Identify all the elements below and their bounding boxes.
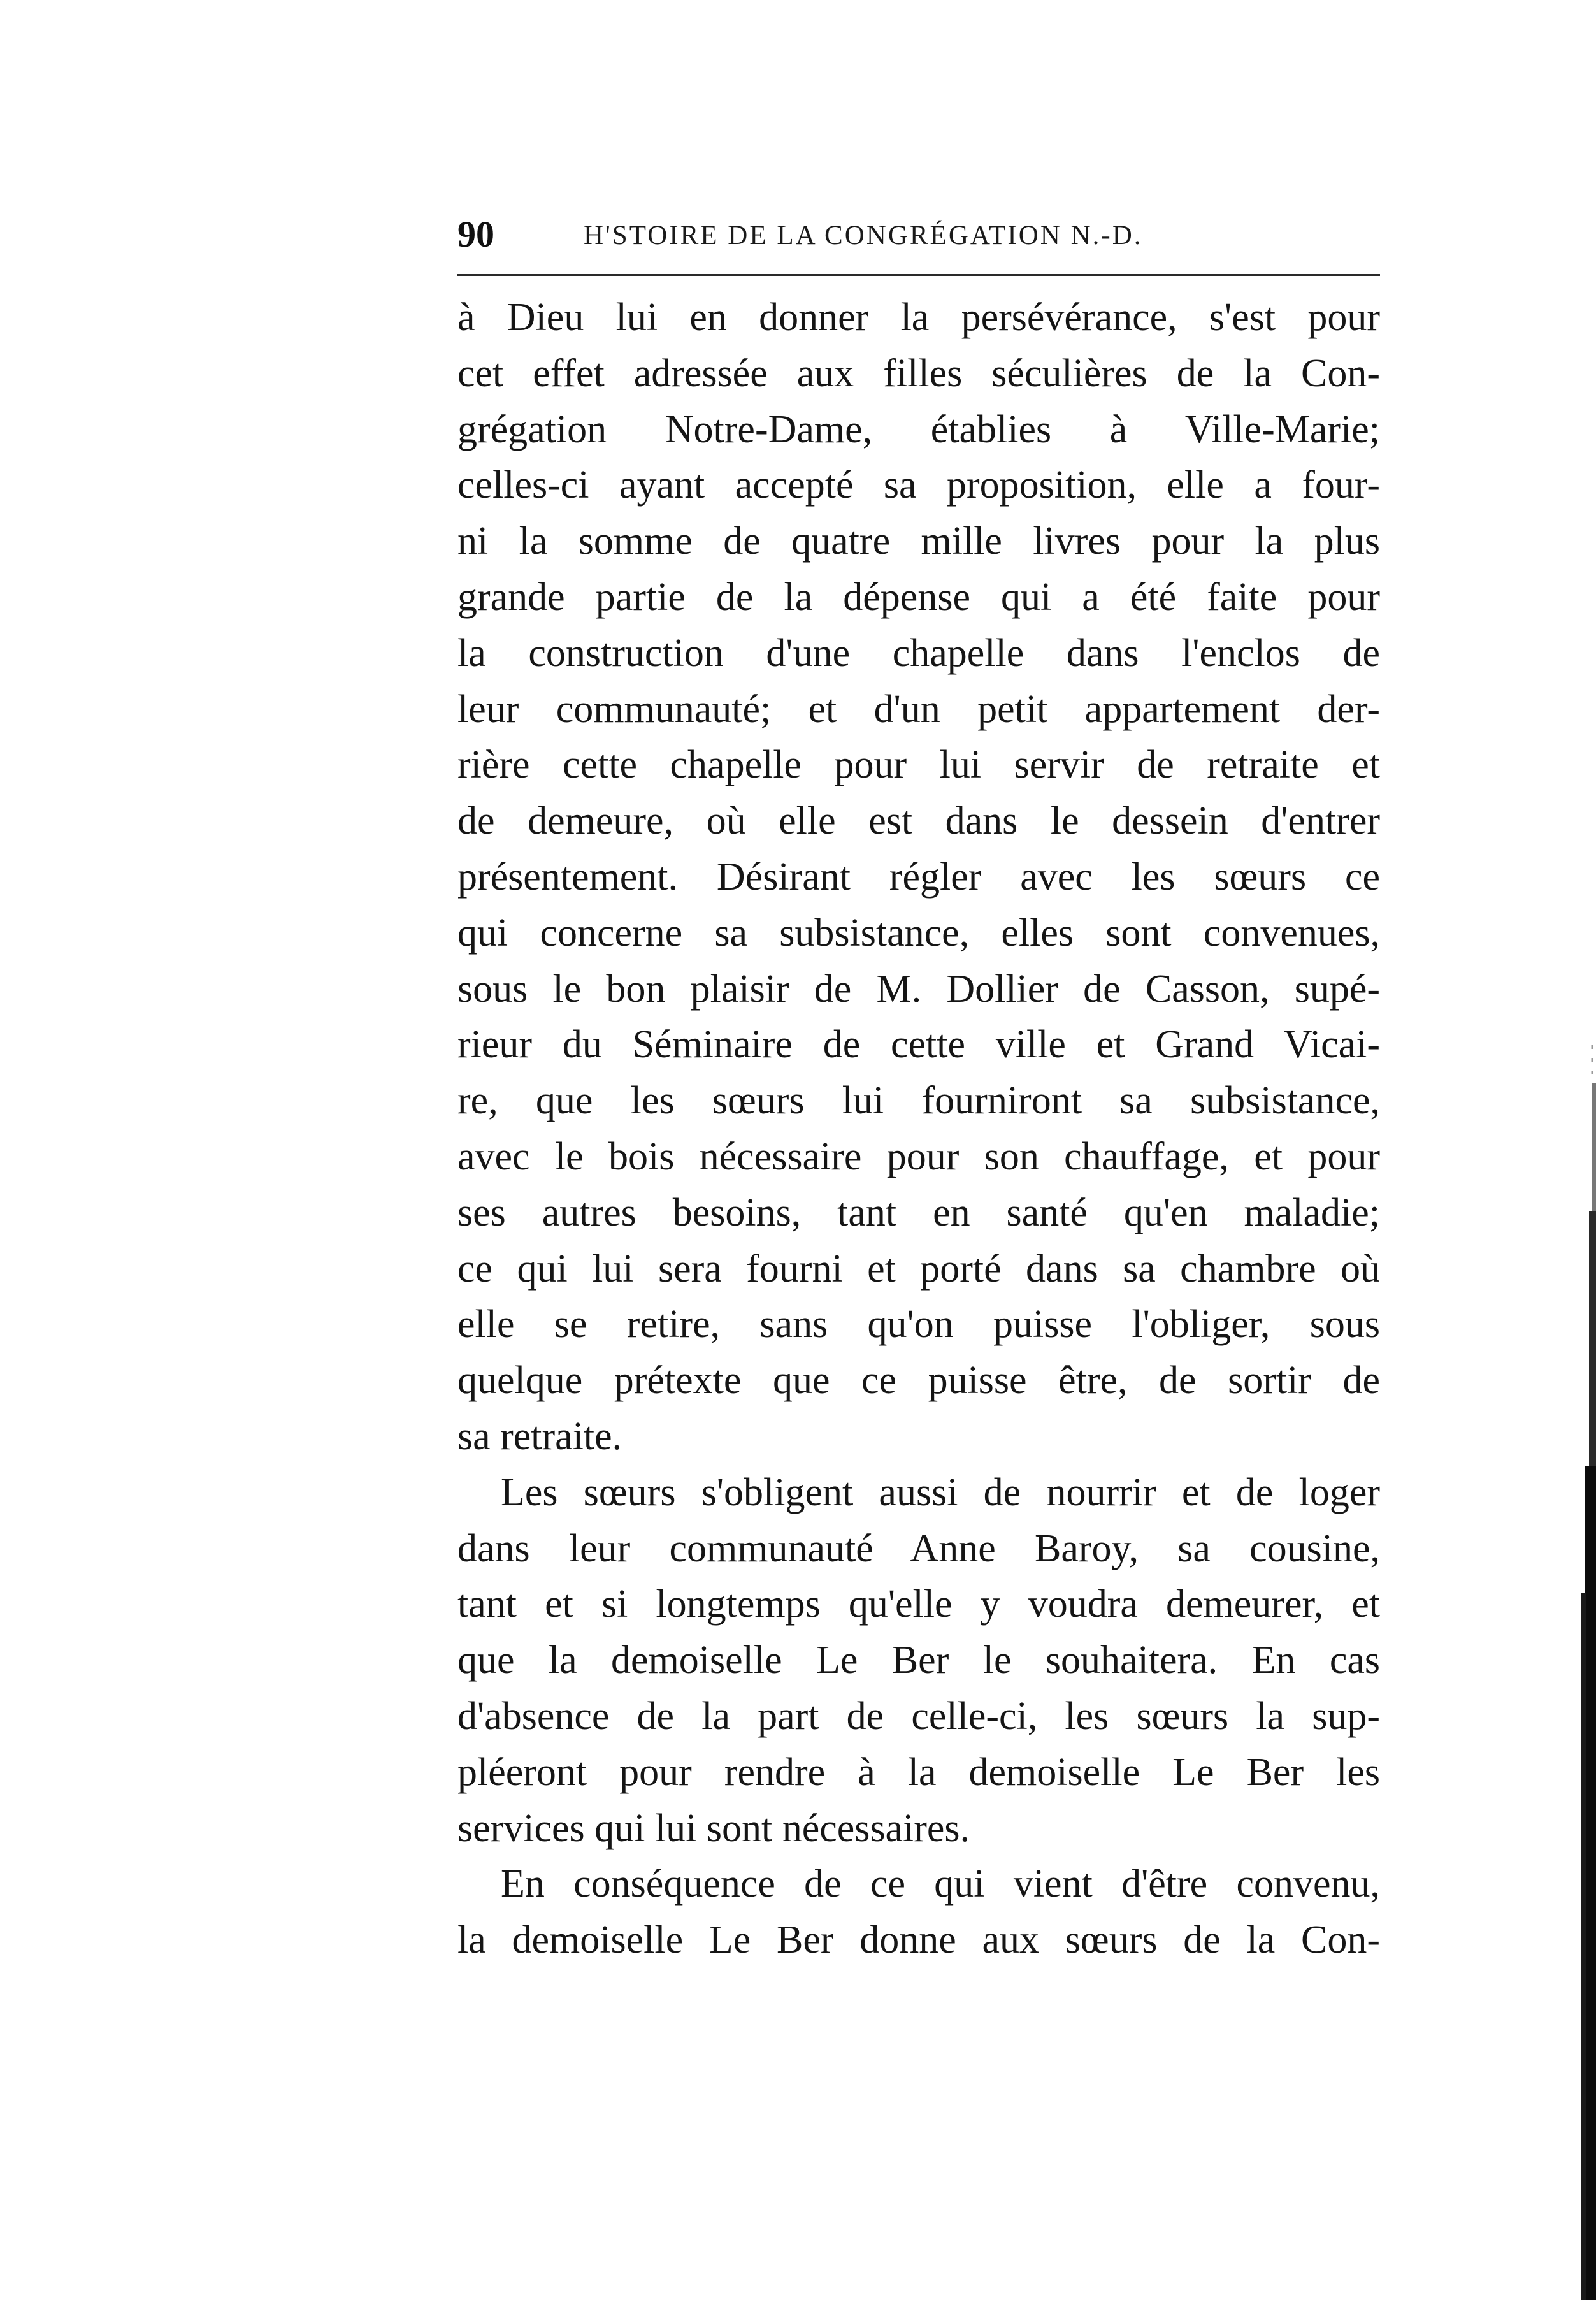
paragraph-first-line: En conséquence de ce qui vient d'être convenu,	[501, 1862, 1380, 1906]
text-line: la demoiselle Le Ber donne aux sœurs de la Con-	[457, 1918, 1380, 1962]
text-line: grégation Notre-Dame, établies à Ville-Marie;	[457, 407, 1380, 451]
text-line: qui concerne sa subsistance, elles sont convenues,	[457, 911, 1380, 955]
text-line: tant et si longtemps qu'elle y voudra demeurer, et	[457, 1582, 1380, 1626]
running-title: H'STOIRE DE LA CONGRÉGATION N.-D.	[584, 221, 1143, 250]
text-line: elle se retire, sans qu'on puisse l'obliger, sous	[457, 1303, 1380, 1347]
paragraph-first-line: Les sœurs s'obligent aussi de nourrir et de loger	[501, 1470, 1380, 1514]
text-line: pléeront pour rendre à la demoiselle Le Ber les	[457, 1750, 1380, 1794]
text-line: ni la somme de quatre mille livres pour la plus	[457, 519, 1380, 563]
paragraph-last-line: sa retraite.	[457, 1414, 622, 1458]
text-line: celles-ci ayant accepté sa proposition, elle a four-	[457, 463, 1380, 507]
text-line: ce qui lui sera fourni et porté dans sa chambre où	[457, 1247, 1380, 1291]
text-line: ses autres besoins, tant en santé qu'en maladie;	[457, 1190, 1380, 1234]
text-line: avec le bois nécessaire pour son chauffage, et pour	[457, 1134, 1380, 1178]
header-rule	[457, 274, 1380, 276]
text-line: rière cette chapelle pour lui servir de retraite et	[457, 743, 1380, 787]
text-line: leur communauté; et d'un petit appartement der-	[457, 687, 1380, 731]
text-line: d'absence de la part de celle-ci, les sœurs la sup-	[457, 1694, 1380, 1738]
body-text	[457, 290, 1380, 1969]
text-line: re, que les sœurs lui fourniront sa subsistance,	[457, 1079, 1380, 1123]
running-head	[457, 209, 1380, 260]
text-line: grande partie de la dépense qui a été faite pour	[457, 575, 1380, 619]
text-line: à Dieu lui en donner la persévérance, s'est pour	[457, 296, 1380, 339]
page-number: 90	[457, 213, 494, 255]
text-line: rieur du Séminaire de cette ville et Grand Vicai-	[457, 1023, 1380, 1067]
text-line: que la demoiselle Le Ber le souhaitera. En cas	[457, 1638, 1380, 1682]
text-line: de demeure, où elle est dans le dessein d'entrer	[457, 799, 1380, 843]
text-line: présentement. Désirant régler avec les sœurs ce	[457, 855, 1380, 899]
text-line: sous le bon plaisir de M. Dollier de Casson, supé-	[457, 967, 1380, 1011]
text-line: cet effet adressée aux filles séculières de la Con-	[457, 351, 1380, 395]
text-line: dans leur communauté Anne Baroy, sa cousine,	[457, 1526, 1380, 1570]
paragraph-last-line: services qui lui sont nécessaires.	[457, 1806, 970, 1850]
text-line: la construction d'une chapelle dans l'enclos de	[457, 631, 1380, 675]
text-line: quelque prétexte que ce puisse être, de sortir de	[457, 1359, 1380, 1403]
